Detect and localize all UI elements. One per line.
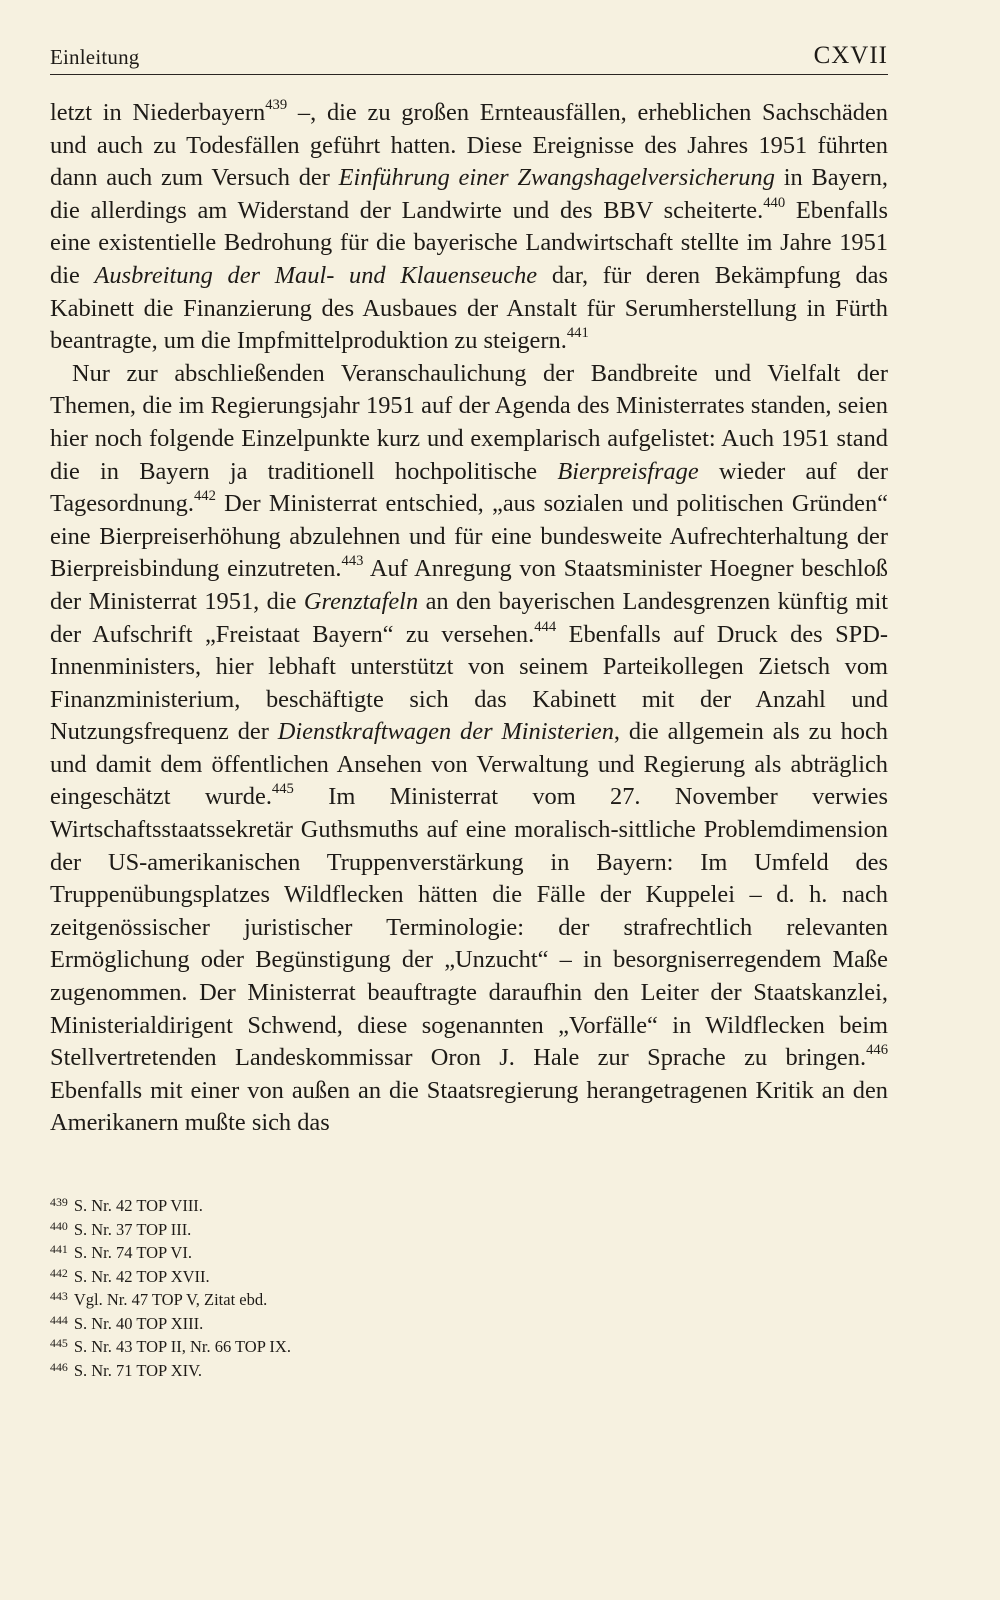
footnote <box>50 1335 888 1359</box>
text-run: Ebenfalls eine existentielle Bedrohung für die bayerische Landwirtschaft stellte im Jahre 1951 die <box>50 196 888 289</box>
emphasis-text: Bierpreisfrage <box>557 457 699 485</box>
footnotes <box>50 1194 888 1382</box>
text-run: an den bayerischen Landesgrenzen künftig mit der Aufschrift „Freistaat Bayern“ zu versehen. <box>50 587 888 648</box>
footnote-number: 441 <box>50 1242 68 1256</box>
footnote-text: Vgl. Nr. 47 TOP V, Zitat ebd. <box>73 1290 268 1309</box>
footnote <box>50 1241 888 1265</box>
footnote-number: 445 <box>50 1336 68 1350</box>
footnote <box>50 1194 888 1218</box>
page-number: CXVII <box>813 42 888 69</box>
text-run: Ebenfalls mit einer von außen an die Staatsregierung herangetragenen Kritik an den Amerikanern mußte sich das <box>50 1076 888 1137</box>
text-run: Im Ministerrat vom 27. November verwies Wirtschaftsstaatssekretär Guthsmuths auf eine moralisch-sittliche Problemdimension der US-amerikanischen Truppenverstärkung in Bayern: Im Umfeld des Truppenübungsplatzes Wildflecken hätten die Fälle der Kuppelei – d. h. nach zeitgenössischer juristischer Terminologie: der strafrechtlich relevanten Ermöglichung oder Begünstigung der „Unzucht“ – in besorgniserregendem Maße zugenommen. Der Ministerrat beauftragte daraufhin den Leiter der Staatskanzlei, Ministerialdirigent Schwend, diese sogenannten „Vorfälle“ in Wildflecken beim Stellvertretenden Landeskommissar Oron J. Hale zur Sprache zu bringen. <box>50 783 888 1072</box>
footnote <box>50 1288 888 1312</box>
footnote-ref: 440 <box>763 194 786 211</box>
text-run: dar, für deren Bekämpfung das Kabinett die Finanzierung des Ausbaues der Anstalt für Serumherstellung in Fürth beantragte, um die Impfmittelproduktion zu steigern. <box>50 261 888 355</box>
emphasis-text: Grenztafeln <box>303 587 419 615</box>
footnote-ref: 439 <box>265 97 288 114</box>
footnote-text: S. Nr. 42 TOP XVII. <box>73 1266 210 1286</box>
footnote-ref: 446 <box>866 1042 888 1059</box>
page-header <box>50 30 888 75</box>
footnote <box>50 1359 888 1383</box>
footnote <box>50 1218 888 1242</box>
emphasis-text: Einführung einer Zwangshagelversicherung <box>338 164 775 192</box>
footnote-number: 442 <box>50 1265 68 1280</box>
footnote-text: S. Nr. 42 TOP VIII. <box>73 1196 203 1215</box>
footnote-text: S. Nr. 74 TOP VI. <box>73 1243 192 1262</box>
running-head: Einleitung <box>50 45 140 69</box>
emphasis-text: Dienstkraftwagen der Ministerien <box>277 718 614 746</box>
footnote-text: S. Nr. 43 TOP II, Nr. 66 TOP IX. <box>73 1337 291 1356</box>
body-text <box>50 97 888 1140</box>
footnote-number: 443 <box>50 1289 68 1303</box>
text-run: Der Ministerrat entschied, „aus sozialen und politischen Gründen“ eine Bierpreiserhöhung abzulehnen und für eine bundesweite Aufrechterhaltung der Bierpreisbindung einzutreten. <box>50 490 888 583</box>
paragraph <box>50 358 888 1140</box>
text-run: Auf Anregung von Staatsminister Hoegner beschloß der Ministerrat 1951, die <box>50 555 888 615</box>
text-run: Ebenfalls auf Druck des SPD-Innenministers, hier lebhaft unterstützt von seinem Parteikollegen Zietsch vom Finanzministerium, beschäftigte sich das Kabinett mit der Anzahl und Nutzungsfrequenz der <box>50 620 888 746</box>
text-run: , die allgemein als zu hoch und damit dem öffentlichen Ansehen von Verwaltung und Regierung als abträglich eingeschätzt wurde. <box>50 718 888 811</box>
footnote-text: S. Nr. 40 TOP XIII. <box>73 1313 204 1333</box>
footnote <box>50 1312 888 1336</box>
footnote-text: S. Nr. 37 TOP III. <box>73 1219 192 1239</box>
footnote-ref: 445 <box>271 781 294 798</box>
text-run: in Bayern, die allerdings am Widerstand der Landwirte und des BBV scheiterte. <box>50 164 888 224</box>
footnote-number: 439 <box>50 1195 68 1209</box>
text-run: wieder auf der Tagesordnung. <box>50 457 888 518</box>
footnote <box>50 1265 888 1289</box>
footnote-text: S. Nr. 71 TOP XIV. <box>73 1360 203 1380</box>
footnote-number: 446 <box>50 1359 68 1374</box>
footnote-number: 440 <box>50 1218 68 1233</box>
paragraph <box>50 97 888 358</box>
text-run: –, die zu großen Ernteausfällen, erheblichen Sachschäden und auch zu Todesfällen geführt hatten. Diese Ereignisse des Jahres 1951 führten dann auch zum Versuch der <box>50 99 888 192</box>
text-run: Nur zur abschließenden Veranschaulichung der Bandbreite und Vielfalt der Themen, die im Regierungsjahr 1951 auf der Agenda des Ministerrates standen, seien hier noch folgende Einzelpunkte kurz und exemplarisch aufgelistet: Auch 1951 stand die in Bayern ja traditionell hochpolitische <box>50 359 888 485</box>
footnote-ref: 443 <box>341 553 364 570</box>
text-run: letzt in Niederbayern <box>50 99 266 126</box>
emphasis-text: Ausbreitung der Maul- und Klauenseuche <box>94 261 538 289</box>
footnote-ref: 442 <box>193 488 216 505</box>
footnote-ref: 444 <box>534 618 557 635</box>
book-page <box>50 30 888 1382</box>
footnote-ref: 441 <box>566 325 589 342</box>
footnote-number: 444 <box>50 1312 68 1327</box>
